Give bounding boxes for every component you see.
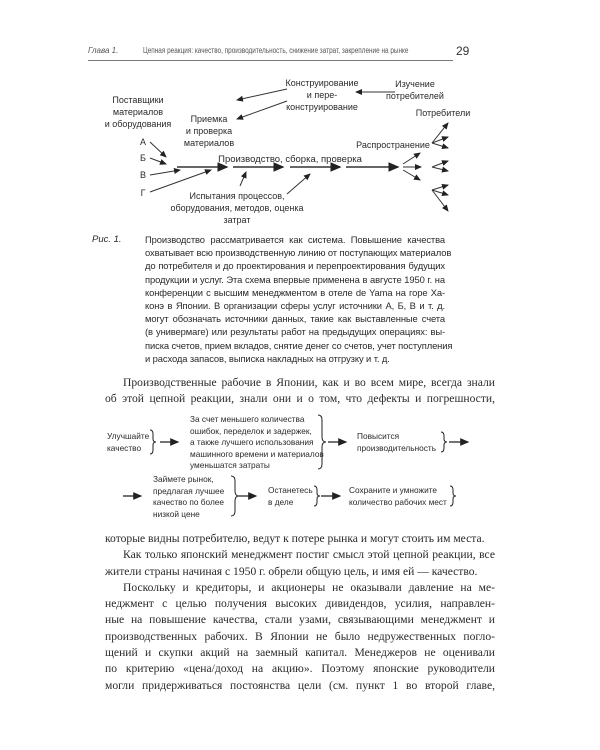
page-number: 29: [456, 44, 470, 58]
body-line: Производственные рабочие в Японии, как и во всем мире, всегда знали: [123, 376, 495, 389]
text-line: материалов: [183, 138, 235, 148]
source-v: В: [139, 170, 147, 180]
text-line: производительность: [357, 442, 437, 453]
brace: [450, 486, 456, 506]
text-line: количество рабочих мест: [349, 496, 447, 507]
text-line: Конструирование: [285, 78, 359, 88]
text-line: ошибок, переделок и задержек,: [190, 425, 312, 436]
costs-box: [190, 414, 324, 472]
brace: [231, 476, 239, 516]
brace: [314, 486, 320, 506]
caption-line: охватывает всю производственную линию от поступающих материалов: [145, 247, 452, 259]
body-line: жители страны начиная с 1950 г. обрели общую цель, и имя ей — качество.: [105, 564, 478, 578]
text-line: в деле: [268, 496, 294, 507]
caption-line: писка счетов, прием вкладов, снятие денег со счетов, учет поступления: [145, 339, 453, 351]
production-label: Производство, сборка, проверка: [218, 154, 362, 165]
body-line: которые видны потребителю, ведут к потере рынка и могут стоить им места.: [105, 532, 485, 545]
text-line: материалов: [112, 107, 164, 117]
figure-caption-label: Рис. 1.: [92, 234, 122, 245]
brace: [441, 432, 447, 452]
caption-line: продукции и услуг. Эта схема впервые применена в августе 1950 г. на: [145, 273, 445, 285]
running-title: Цепная реакция: качество, производительность, снижение затрат, закрепление на рынке: [143, 46, 409, 55]
improve-quality-box: [107, 431, 149, 454]
body-line: Как только японский менеджмент постиг смысл этой цепной реакции, все: [123, 548, 495, 562]
text-line: Изучение: [395, 79, 435, 89]
body-line: ные на повышение качества, стали узами, связывающими менеджмент и: [105, 613, 495, 627]
caption-line: конференции с высшим менеджментом в отеле de Yama на горе Ха-: [145, 286, 445, 298]
text-line: оборудования, методов, оценка: [170, 203, 304, 213]
body-line: Поскольку и кредиторы, и акционеры не оказывали давление на ме-: [123, 580, 495, 594]
caption-line: до потребителя и до проектирования и перепроектирования будущих: [145, 260, 445, 272]
text-line: За счет меньшего количества: [190, 414, 305, 424]
body-line: по критерию «цена/доход на акцию». Поэтому японские руководители: [105, 662, 495, 676]
consumers-label: Потребители: [415, 108, 471, 118]
caption-line: Производство рассматривается как система. Повышение качества: [145, 234, 445, 245]
body-line: могли придерживаться постоянства цели (см. пункт 1 во второй главе,: [105, 678, 495, 692]
text-line: Займете рынок,: [153, 474, 214, 484]
body-line: щений и скупки акций на заемный капитал. Менеджеров не оценивали: [105, 646, 495, 660]
text-line: и пере-: [306, 90, 338, 100]
text-line: предлагая лучшее: [153, 485, 225, 496]
source-b: Б: [140, 153, 146, 163]
caption-line: и расхода запасов, выписка накладных на отгрузку и т. д.: [145, 352, 390, 364]
body-text: [105, 531, 495, 694]
text-line: и оборудования: [104, 119, 172, 129]
text-line: низкой цене: [153, 508, 200, 519]
body-line: производственных рабочих. В Японии не было недружественных погло-: [105, 629, 495, 643]
text-line: Повысится: [357, 431, 400, 441]
text-line: затрат: [223, 215, 251, 225]
source-a: А: [139, 137, 147, 147]
source-g: Г: [140, 188, 146, 198]
text-line: качество: [107, 442, 142, 453]
text-line: а также лучшего использования: [190, 437, 314, 447]
distribution-label: Распространение: [356, 140, 430, 150]
text-line: потребителей: [386, 91, 444, 101]
stay-in-business-box: [268, 485, 313, 508]
text-line: уменьшатся затраты: [190, 460, 270, 470]
chapter-label: Глава 1.: [88, 46, 119, 55]
text-line: Приемка: [190, 114, 228, 124]
text-line: Останетесь: [268, 485, 313, 495]
body-line: неджмент с целью получения высоких дивидендов, усилия, направлен-: [105, 597, 495, 611]
text-line: Сохраните и умножите: [349, 485, 438, 495]
caption-line: (в универмаге) или результаты работ на предыдущих операциях: вы-: [145, 326, 445, 338]
caption-line: могут обозначать источники данных, такие как выставленные счета: [145, 313, 445, 325]
text-line: Улучшайте: [107, 431, 150, 441]
productivity-box: [357, 431, 436, 454]
text-line: машинного времени и материалов: [190, 448, 324, 459]
body-line: об этой цепной реакции, знали они и о том, что дефекты и погрешности,: [105, 392, 495, 406]
text-line: Поставщики: [112, 95, 164, 105]
jobs-box: [349, 485, 447, 508]
text-line: качество по более: [153, 497, 225, 507]
market-box: [153, 474, 224, 520]
text-line: конструирование: [286, 102, 358, 112]
caption-line: конэ в Японии. В организации сферы услуг источники А, Б, В и т. д.: [145, 300, 445, 312]
text-line: и проверка: [185, 126, 233, 136]
text-line: Испытания процессов,: [189, 191, 285, 201]
brace: [150, 430, 156, 454]
